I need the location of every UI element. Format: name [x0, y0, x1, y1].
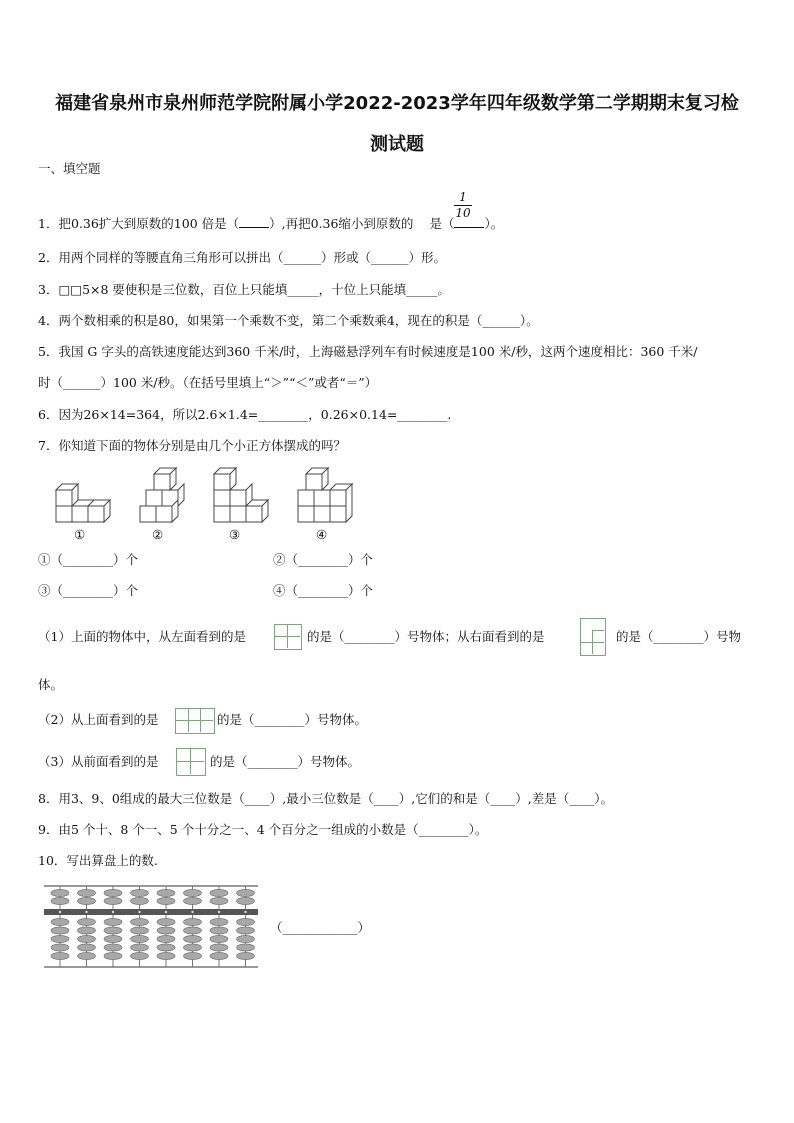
abacus-upper-bead — [184, 897, 202, 904]
abacus-upper-bead — [210, 889, 228, 896]
question-2: 2．用两个同样的等腰直角三角形可以拼出（______）形或（______）形。 — [38, 250, 446, 265]
question-7: 7．你知道下面的物体分别是由几个小正方体摆成的吗？ — [38, 438, 346, 453]
abacus-lower-bead — [210, 935, 228, 942]
cube-figure-3 — [214, 468, 268, 522]
q1-part-b: ）,再把0.36缩小到原数的 — [269, 216, 414, 231]
abacus-upper-bead — [184, 889, 202, 896]
abacus-beam-dot — [85, 911, 87, 913]
sub-question-3-a: （3）从前面看到的是 — [38, 754, 159, 769]
abacus-lower-bead — [237, 952, 255, 959]
sub-question-2-a: （2）从上面看到的是 — [38, 712, 159, 727]
figure-label-4: ④ — [316, 527, 328, 542]
abacus-upper-bead — [104, 897, 122, 904]
abacus-lower-bead — [131, 935, 149, 942]
abacus-lower-bead — [51, 918, 69, 925]
abacus-lower-bead — [237, 944, 255, 951]
abacus-lower-bead — [131, 927, 149, 934]
abacus-lower-bead — [131, 952, 149, 959]
abacus-lower-bead — [78, 952, 96, 959]
abacus-upper-bead — [131, 889, 149, 896]
abacus — [42, 884, 262, 970]
abacus-lower-bead — [184, 927, 202, 934]
sub-question-1-c: 的是（________）号物 — [616, 629, 742, 644]
question-5-line-1: 5．我国 G 字头的高铁速度能达到360 千米/时，上海磁悬浮列车有时候速度是100 米/秒，这两个速度相比：360 千米/ — [38, 344, 698, 359]
abacus-lower-bead — [78, 944, 96, 951]
cube-figure-2 — [140, 468, 184, 522]
abacus-lower-bead — [157, 918, 175, 925]
left-view-grid — [274, 624, 302, 650]
count-answer-4: ④（________）个 — [273, 583, 374, 598]
fraction-one-tenth — [454, 190, 472, 220]
figure-label-1: ① — [74, 527, 86, 542]
abacus-lower-bead — [78, 918, 96, 925]
question-8: 8．用3、9、0组成的最大三位数是（____）,最小三位数是（____）,它们的和是（____）,差是（____）。 — [38, 791, 613, 806]
abacus-upper-bead — [237, 897, 255, 904]
abacus-lower-bead — [131, 944, 149, 951]
sub-question-1-d: 体。 — [38, 677, 64, 692]
abacus-lower-bead — [184, 944, 202, 951]
abacus-upper-bead — [157, 897, 175, 904]
fraction-numerator: 1 — [454, 190, 472, 206]
abacus-upper-bead — [51, 889, 69, 896]
q1-part-c: 是（ — [429, 216, 455, 231]
abacus-lower-bead — [184, 952, 202, 959]
cube-figure-4 — [298, 468, 352, 522]
abacus-lower-bead — [184, 935, 202, 942]
abacus-lower-bead — [210, 944, 228, 951]
abacus-lower-bead — [210, 918, 228, 925]
abacus-lower-bead — [104, 952, 122, 959]
abacus-beam-dot — [218, 911, 220, 913]
question-4: 4．两个数相乘的积是80，如果第一个乘数不变，第二个乘数乘4，现在的积是（______）。 — [38, 313, 539, 328]
count-answer-3: ③（________）个 — [38, 583, 139, 598]
abacus-upper-bead — [131, 897, 149, 904]
abacus-lower-bead — [78, 927, 96, 934]
cube-figures — [50, 466, 360, 546]
abacus-lower-bead — [237, 918, 255, 925]
abacus-upper-bead — [51, 897, 69, 904]
title-line-2: 测试题 — [370, 134, 424, 155]
question-9: 9．由5 个十、8 个一、5 个十分之一、4 个百分之一组成的小数是（________）。 — [38, 822, 488, 837]
question-5-line-2: 时（______）100 米/秒。（在括号里填上“＞”“＜”或者“＝”） — [38, 375, 378, 390]
abacus-lower-bead — [237, 935, 255, 942]
abacus-lower-bead — [51, 952, 69, 959]
abacus-beam-dot — [59, 911, 61, 913]
figure-label-2: ② — [152, 527, 164, 542]
abacus-lower-bead — [157, 935, 175, 942]
front-view-grid — [176, 748, 206, 776]
abacus-lower-bead — [104, 927, 122, 934]
abacus-beam-dot — [191, 911, 193, 913]
fraction-denominator: 10 — [455, 206, 471, 220]
figure-label-3: ③ — [229, 527, 241, 542]
title-line-1: 福建省泉州市泉州师范学院附属小学2022-2023学年四年级数学第二学期期末复习检 — [55, 93, 739, 114]
count-answer-2: ②（________）个 — [273, 552, 374, 567]
q1-part-a: 1．把0.36扩大到原数的100 倍是（ — [38, 216, 240, 231]
abacus-lower-bead — [237, 927, 255, 934]
abacus-lower-bead — [104, 935, 122, 942]
abacus-lower-bead — [210, 927, 228, 934]
q1-part-d: ）。 — [484, 216, 504, 231]
abacus-lower-bead — [51, 935, 69, 942]
abacus-answer-blank: （____________） — [270, 920, 371, 935]
right-view-grid — [580, 618, 606, 656]
abacus-lower-bead — [131, 918, 149, 925]
sub-question-3-b: 的是（________）号物体。 — [210, 754, 361, 769]
abacus-beam-dot — [165, 911, 167, 913]
abacus-lower-bead — [104, 944, 122, 951]
top-view-grid — [175, 708, 215, 734]
abacus-beam-dot — [138, 911, 140, 913]
abacus-upper-bead — [237, 889, 255, 896]
cube-figure-1 — [56, 484, 110, 522]
sub-question-1-b: 的是（________）号物体；从右面看到的是 — [307, 629, 545, 644]
abacus-beam — [44, 909, 258, 915]
abacus-lower-bead — [157, 944, 175, 951]
abacus-beam-dot — [244, 911, 246, 913]
abacus-lower-bead — [51, 927, 69, 934]
question-1 — [38, 215, 503, 232]
abacus-upper-bead — [157, 889, 175, 896]
abacus-lower-bead — [157, 952, 175, 959]
abacus-lower-bead — [104, 918, 122, 925]
abacus-beam-dot — [112, 911, 114, 913]
abacus-upper-bead — [104, 889, 122, 896]
abacus-upper-bead — [78, 889, 96, 896]
abacus-lower-bead — [78, 935, 96, 942]
question-10: 10．写出算盘上的数. — [38, 853, 158, 868]
abacus-lower-bead — [51, 944, 69, 951]
question-3: 3．□□5×8 要使积是三位数，百位上只能填_____，十位上只能填_____。 — [38, 282, 450, 297]
sub-question-1-a: （1）上面的物体中，从左面看到的是 — [38, 629, 246, 644]
question-6: 6．因为26×14=364，所以2.6×1.4=________，0.26×0.14=________. — [38, 407, 452, 422]
abacus-upper-bead — [78, 897, 96, 904]
abacus-lower-bead — [157, 927, 175, 934]
abacus-lower-bead — [184, 918, 202, 925]
count-answer-1: ①（________）个 — [38, 552, 139, 567]
sub-question-2-b: 的是（________）号物体。 — [217, 712, 368, 727]
section-heading: 一、填空题 — [38, 161, 101, 176]
abacus-upper-bead — [210, 897, 228, 904]
abacus-lower-bead — [210, 952, 228, 959]
